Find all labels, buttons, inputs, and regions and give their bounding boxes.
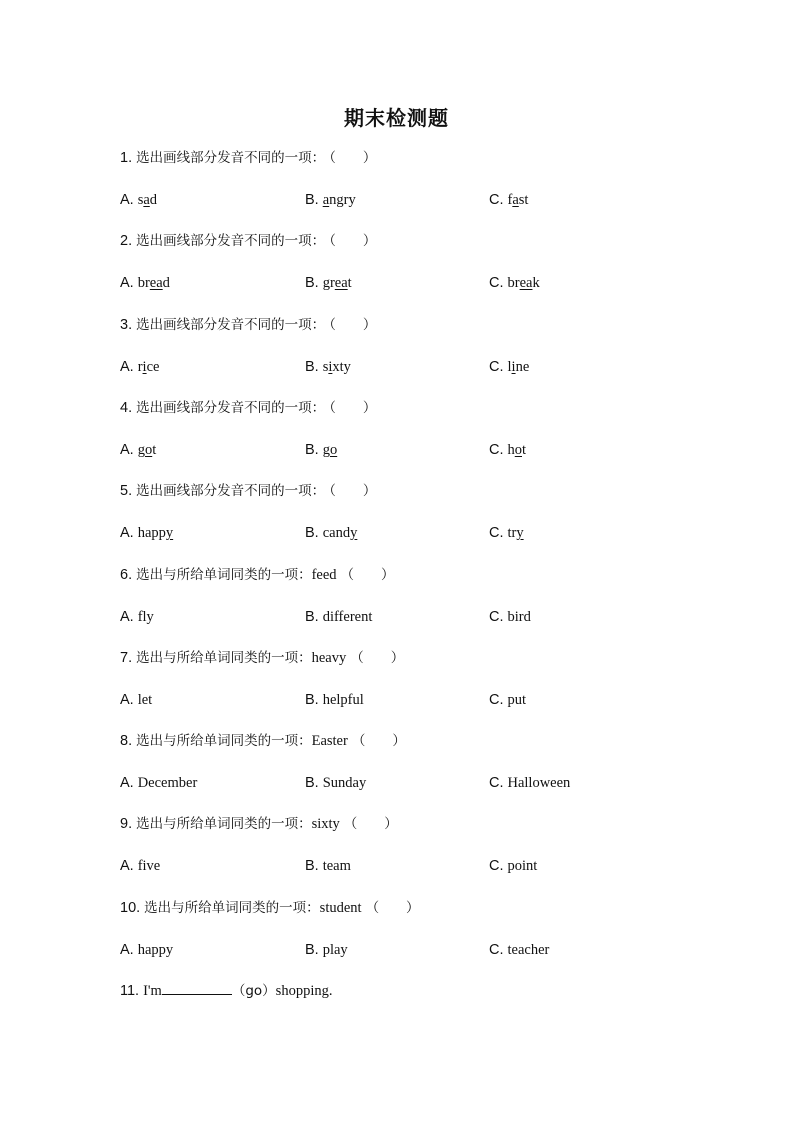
question-hint: （go） [231,983,276,999]
option-text-pre: Halloween [507,775,571,791]
option-c[interactable] [489,439,526,461]
option-c[interactable] [489,772,570,794]
given-word: feed [311,567,337,583]
underlined-letters: o [329,442,338,458]
options-row [120,272,720,294]
answer-parentheses[interactable]: （ ） [365,900,420,916]
answer-parentheses[interactable]: （ ） [350,650,405,666]
option-b[interactable] [305,439,337,461]
question-number: 5. [120,483,133,499]
option-a[interactable] [120,939,173,961]
question-prompt: 选出画线部分发音不同的一项： [136,483,326,499]
question-number: 4. [120,400,133,416]
option-letter: A. [120,609,134,625]
option-b[interactable] [305,189,356,211]
answer-parentheses[interactable]: （ ） [351,733,406,749]
option-c[interactable] [489,522,524,544]
question-number: 8. [120,733,133,749]
option-a[interactable] [120,272,170,294]
option-letter: A. [120,275,134,291]
answer-parentheses[interactable]: （ ） [340,567,395,583]
option-b[interactable] [305,522,357,544]
question-text-after: shopping. [275,983,333,999]
option-b[interactable] [305,772,366,794]
option-text-pre: teacher [507,942,550,958]
given-word: student [319,900,362,916]
option-letter: A. [120,525,134,541]
options-row [120,855,720,877]
options-row [120,689,720,711]
question-number: 7. [120,650,133,666]
option-text-pre: let [137,692,153,708]
option-letter: C. [489,858,504,874]
option-letter: C. [489,192,504,208]
underlined-letters: ea [149,275,163,291]
question-5 [120,480,376,502]
option-text-post: t [522,442,527,458]
option-text-post: ne [515,359,530,375]
option-text-pre: put [507,692,527,708]
option-text-pre: five [137,858,161,874]
option-a[interactable] [120,189,157,211]
option-b[interactable] [305,356,351,378]
option-b[interactable] [305,939,348,961]
option-text-pre: l [507,359,512,375]
question-prompt: 选出与所给单词同类的一项： [136,567,312,583]
options-row [120,439,720,461]
option-text-pre: br [137,275,150,291]
option-text-pre: h [507,442,515,458]
option-letter: C. [489,359,504,375]
option-text-post: t [347,275,352,291]
option-text-pre: team [322,858,351,874]
option-a[interactable] [120,606,154,628]
option-text-pre: tr [507,525,517,541]
option-a[interactable] [120,439,156,461]
option-a[interactable] [120,855,160,877]
page-title: 期末检测题 [344,106,449,130]
option-letter: B. [305,609,319,625]
option-text-pre: play [322,942,348,958]
option-letter: A. [120,942,134,958]
option-b[interactable] [305,606,372,628]
option-c[interactable] [489,606,531,628]
option-letter: C. [489,775,504,791]
question-prompt: 选出与所给单词同类的一项： [136,650,312,666]
question-8 [120,730,406,752]
options-row [120,189,720,211]
option-text-pre: gr [322,275,335,291]
option-letter: C. [489,525,504,541]
option-text-pre: s [137,192,144,208]
option-text-pre: happ [137,525,166,541]
option-text-pre: g [137,442,145,458]
underlined-letters: i [142,359,147,375]
underlined-letters: a [512,192,519,208]
answer-parentheses[interactable]: （ ） [329,233,377,249]
option-a[interactable] [120,356,159,378]
options-row [120,772,720,794]
question-4 [120,397,376,419]
option-letter: C. [489,442,504,458]
option-text-pre: point [507,858,538,874]
option-letter: A. [120,858,134,874]
underlined-letters: i [328,359,333,375]
option-c[interactable] [489,189,528,211]
question-prompt: 选出与所给单词同类的一项： [136,733,312,749]
option-letter: B. [305,275,319,291]
answer-parentheses[interactable]: （ ） [329,150,377,166]
option-text-pre: December [137,775,198,791]
option-letter: C. [489,609,504,625]
question-7 [120,647,404,669]
option-letter: B. [305,775,319,791]
option-text-pre: cand [322,525,351,541]
option-letter: A. [120,192,134,208]
question-3 [120,314,376,336]
option-text-post: ngry [329,192,356,208]
given-word: sixty [311,816,340,832]
option-letter: B. [305,858,319,874]
answer-parentheses[interactable]: （ ） [329,317,377,333]
option-letter: B. [305,525,319,541]
option-text-post: d [162,275,170,291]
question-number: 3. [120,317,133,333]
question-number: 11. [120,983,140,999]
underlined-letters: y [516,525,524,541]
question-number: 9. [120,816,133,832]
underlined-letters: a [322,192,330,208]
option-a[interactable] [120,522,173,544]
underlined-letters: o [144,442,153,458]
option-b[interactable] [305,272,352,294]
question-number: 1. [120,150,133,166]
underlined-letters: o [514,442,522,458]
question-10 [120,897,420,919]
question-number: 10. [120,900,141,916]
underlined-letters: y [350,525,358,541]
question-number: 2. [120,233,133,249]
given-word: Easter [311,733,348,749]
option-text-pre: fly [137,609,154,625]
option-text-pre: br [507,275,520,291]
options-row [120,939,720,961]
underlined-letters: y [165,525,174,541]
option-text-pre: different [322,609,373,625]
question-prompt: 选出与所给单词同类的一项： [144,900,320,916]
underlined-letters: ea [519,275,533,291]
option-b[interactable] [305,689,364,711]
option-text-pre: Sunday [322,775,367,791]
question-9 [120,813,398,835]
option-letter: C. [489,692,504,708]
underlined-letters: i [511,359,516,375]
given-word: heavy [311,650,347,666]
option-a[interactable] [120,772,197,794]
question-11 [120,980,332,1002]
question-number: 6. [120,567,133,583]
option-c[interactable] [489,356,529,378]
option-text-post: k [532,275,540,291]
question-1 [120,147,376,169]
question-prompt: 选出画线部分发音不同的一项： [136,317,326,333]
option-letter: A. [120,775,134,791]
option-text-pre: helpful [322,692,364,708]
option-letter: A. [120,442,134,458]
answer-parentheses[interactable]: （ ） [329,400,377,416]
option-letter: A. [120,692,134,708]
option-letter: B. [305,359,319,375]
underlined-letters: a [143,192,150,208]
question-6 [120,564,395,586]
option-letter: B. [305,192,319,208]
option-c[interactable] [489,855,537,877]
option-text-post: d [149,192,158,208]
option-a[interactable] [120,689,152,711]
option-letter: C. [489,275,504,291]
option-letter: B. [305,942,319,958]
question-prompt: 选出画线部分发音不同的一项： [136,400,326,416]
answer-blank[interactable] [162,980,232,995]
option-text-pre: bird [507,609,531,625]
option-text-pre: f [507,192,513,208]
options-row [120,522,720,544]
option-text-pre: r [137,359,143,375]
question-prompt: 选出画线部分发音不同的一项： [136,150,326,166]
option-b[interactable] [305,855,351,877]
option-letter: B. [305,692,319,708]
question-prompt: 选出与所给单词同类的一项： [136,816,312,832]
options-row [120,356,720,378]
option-text-pre: happy [137,942,174,958]
answer-parentheses[interactable]: （ ） [329,483,377,499]
question-prompt: 选出画线部分发音不同的一项： [136,233,326,249]
question-text-before: I'm [143,983,162,999]
option-text-post: t [152,442,157,458]
underlined-letters: ea [334,275,348,291]
option-c[interactable] [489,689,526,711]
option-text-pre: g [322,442,330,458]
options-row [120,606,720,628]
question-2 [120,230,376,252]
option-letter: B. [305,442,319,458]
option-text-post: xty [332,359,351,375]
option-text-post: ce [146,359,160,375]
option-c[interactable] [489,272,540,294]
answer-parentheses[interactable]: （ ） [343,816,398,832]
option-letter: A. [120,359,134,375]
option-c[interactable] [489,939,549,961]
option-letter: C. [489,942,504,958]
option-text-post: st [518,192,529,208]
option-text-pre: s [322,359,329,375]
